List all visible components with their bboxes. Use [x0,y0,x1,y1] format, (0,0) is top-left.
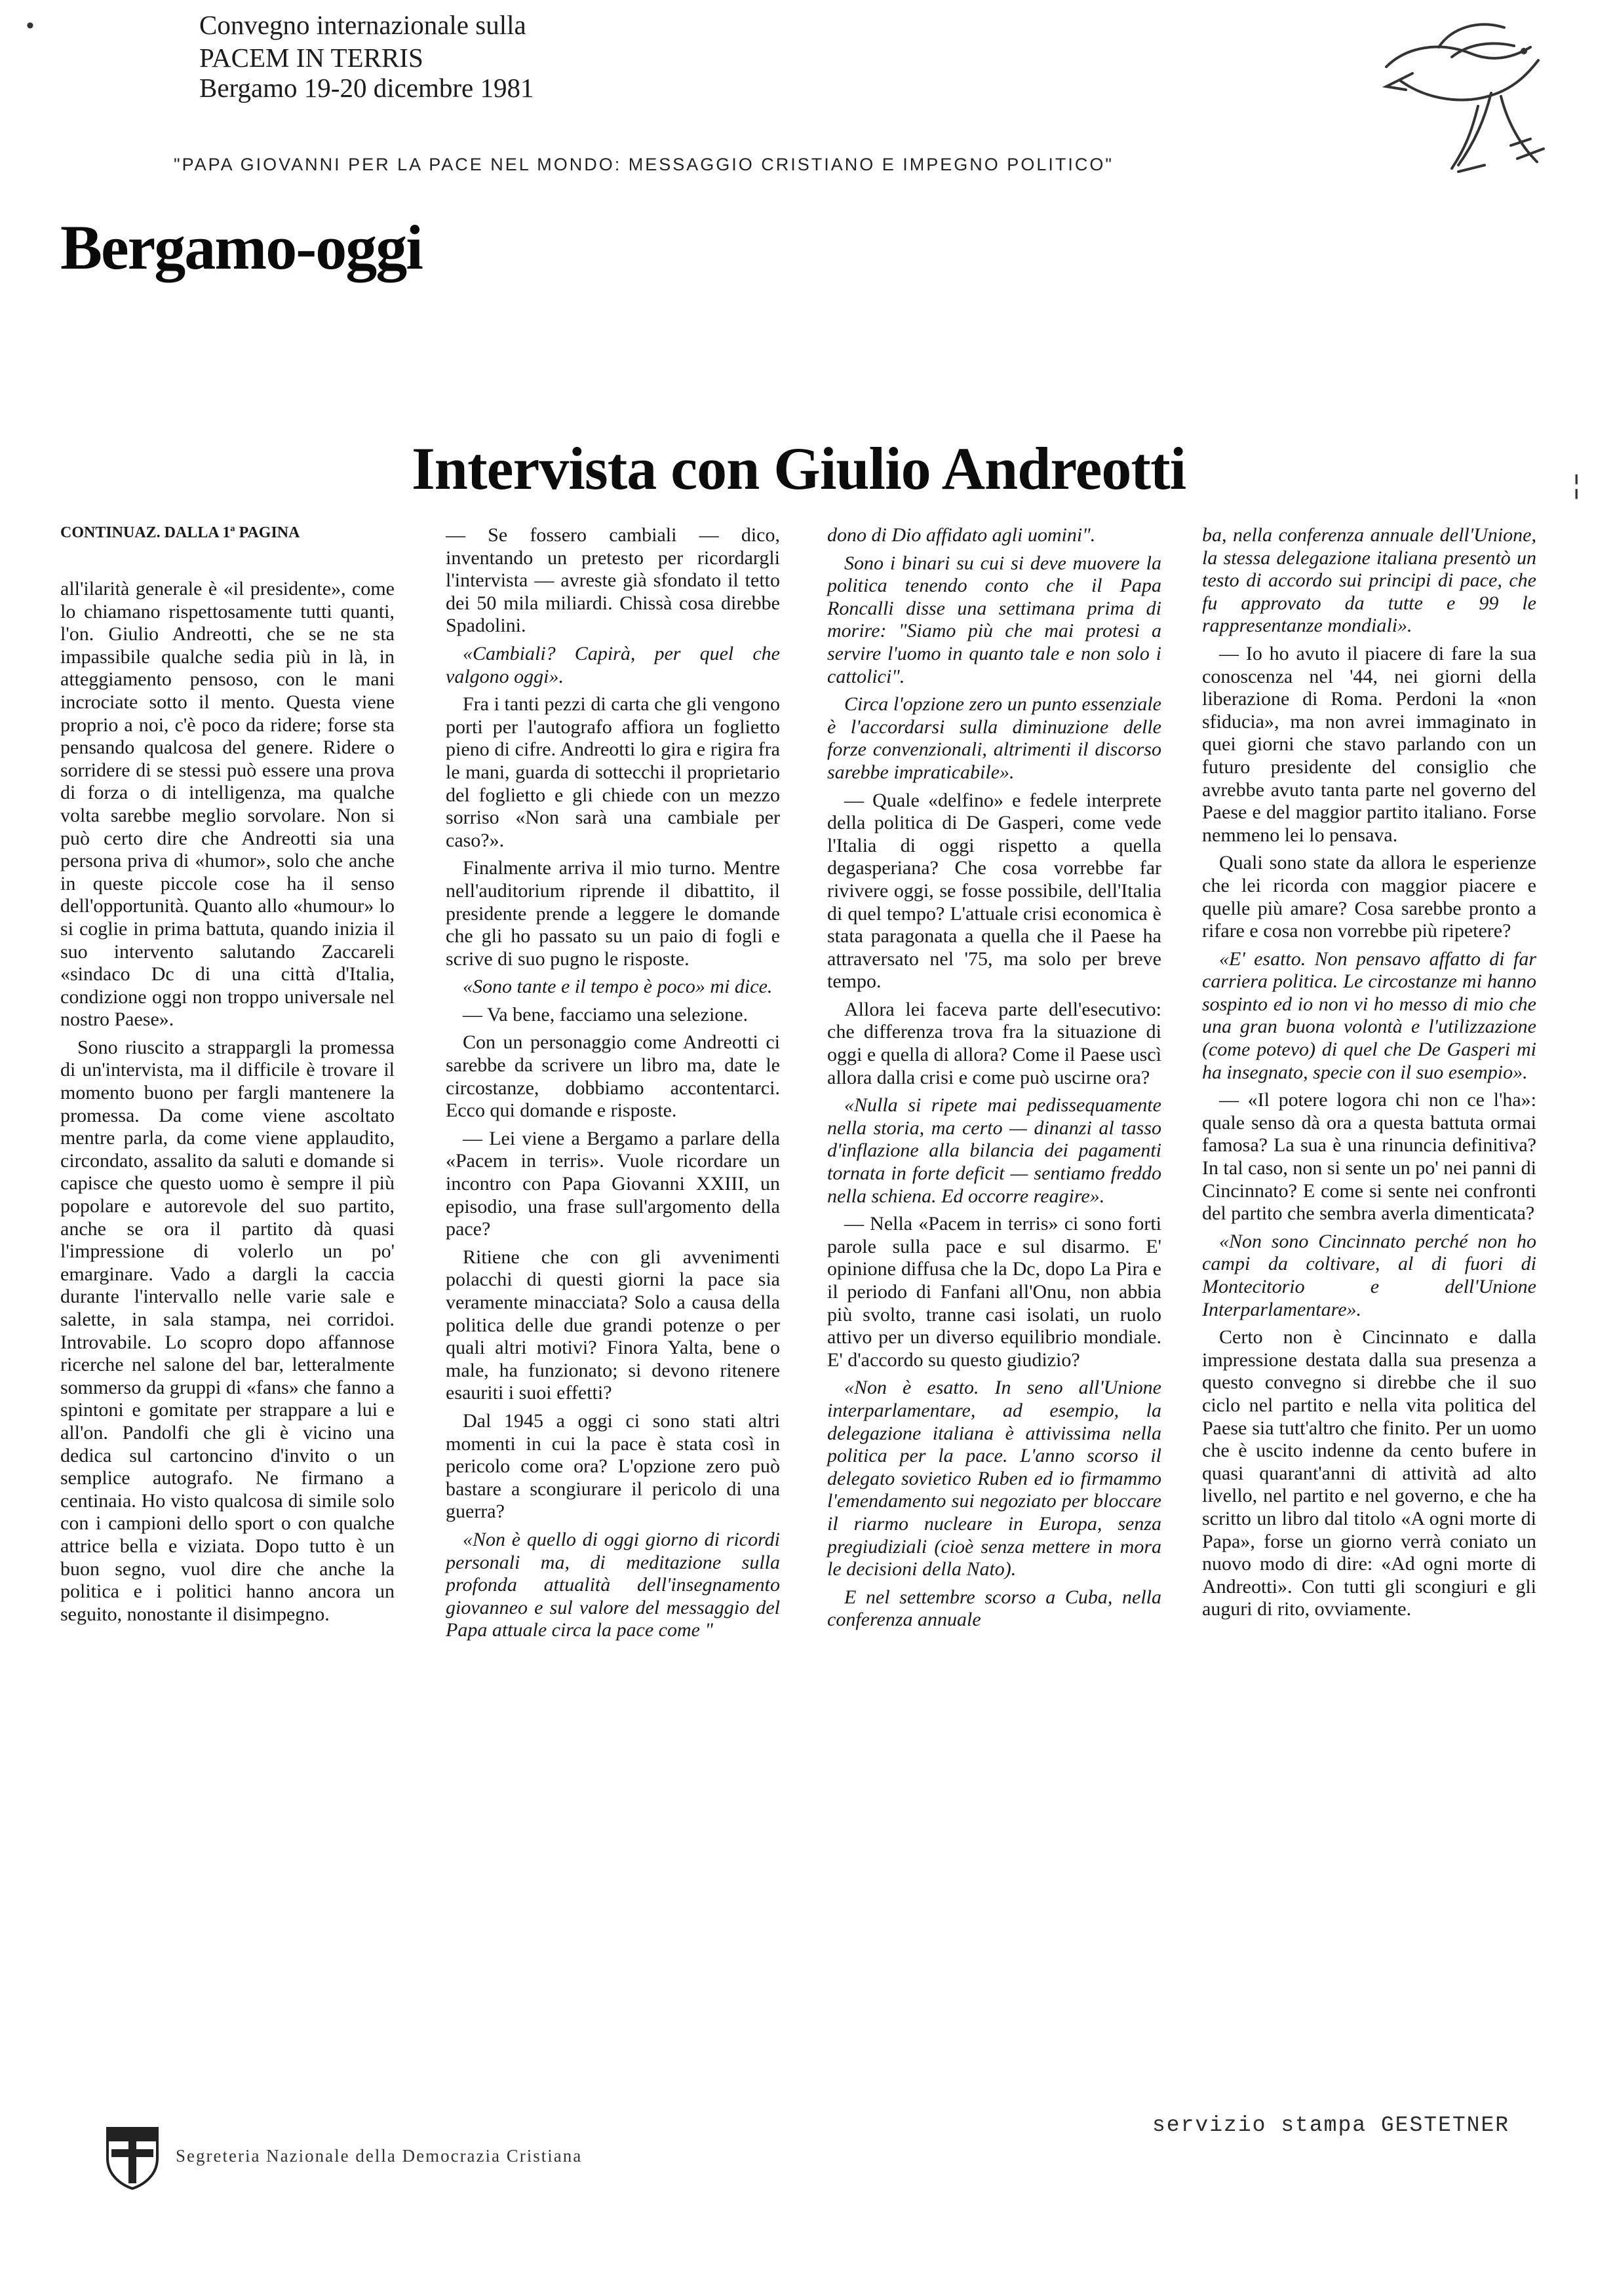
paragraph: Con un personaggio come Andreotti ci sarebbe da scrivere un libro ma, date le circostanze, dobbiamo accontentarci. Ecco qui domande e risposte. [446,1031,780,1122]
paragraph: — Se fossero cambiali — dico, inventando un pretesto per ricordargli l'intervista — avreste già sfondato il tetto dei 50 mila miliardi. Chissà cosa direbbe Spadolini. [446,524,780,637]
footer-organization: Segreteria Nazionale della Democrazia Cristiana [176,2146,583,2166]
paragraph: «Non sono Cincinnato perché non ho campi da coltivare, al di fuori di Montecitorio e dell'Unione Interparlamentare». [1202,1230,1536,1320]
article-column-3 [827,524,1161,1637]
article-column-4 [1202,524,1536,1626]
scan-mark: ¦ [1573,470,1580,499]
event-date-line: Bergamo 19-20 dicembre 1981 [199,73,534,103]
article-column-1 [60,578,395,1631]
paragraph: E nel settembre scorso a Cuba, nella conferenza annuale [827,1586,1161,1631]
paragraph: dono di Dio affidato agli uomini". [827,524,1096,546]
paragraph: Ritiene che con gli avvenimenti polacchi di questi giorni la pace sia veramente minacciata? Solo a causa della politica delle due grandi potenze o per quali altri motivi? Finora Yalta, bene o male, ha funzionato; si devono ritenere esauriti i suoi effetti? [446,1246,780,1404]
paragraph: Finalmente arriva il mio turno. Mentre nell'auditorium riprende il dibattito, il presidente prende a leggere le domande che gli ho passato su un paio di fogli e scrive di suo pugno le risposte. [446,857,780,970]
paragraph: «Cambiali? Capirà, per quel che valgono oggi». [446,642,780,687]
paragraph: «E' esatto. Non pensavo affatto di far carriera politica. Le circostanze mi hanno sospinto ed io non vi ho messo di mio che una gran buona volontà e l'utilizzazione (come potevo) di quel che De Gasperi mi ha insegnato, specie con il suo esempio». [1202,947,1536,1083]
footer-press-service: servizio stampa GESTETNER [1152,2113,1510,2137]
paragraph: Sono riuscito a strappargli la promessa di un'intervista, ma il difficile è trovare il momento buono per fargli mantenere la promessa. Da come viene ascoltato mentre parla, da come viene applaudito, circondato, assalito da saluti e domande si capisce che questo uomo è sempre il più popolare e autorevole del suo partito, anche se ora il partito dà quasi l'impressione di volerlo un po' emarginare. Vado a dargli la caccia durante l'intervallo nelle varie sale e salette, in sala stampa, nei corridoi. Introvabile. Lo scopro dopo affannose ricerche nel salone del bar, letteralmente sommerso da gruppi di «fans» che fanno a spintoni e gomitate per strappare a lui e all'on. Pandolfi che gli è vicino una dedica sul cartoncino d'invito o un semplice autografo. Ne firmano a centinaia. Ho visto qualcosa di simile solo con i campioni dello sport o con qualche attrice bella e viziata. Dopo tutto è un buon segno, vuol dire che anche la politica e i politici hanno ancora un seguito, nonostante il disimpegno. [60,1036,395,1625]
article-headline: Intervista con Giulio Andreotti [412,435,1186,502]
paragraph: Dal 1945 a oggi ci sono stati altri momenti in cui la pace è stata così in pericolo come ora? L'opzione zero può bastare a scongiurare il pericolo di una guerra? [446,1409,780,1523]
paragraph: «Non è quello di oggi giorno di ricordi personali ma, di meditazione sulla profonda attualità dell'insegnamento giovanneo e sul valore del messaggio del Papa attuale circa la pace come " [446,1528,780,1641]
paragraph: all'ilarità generale è «il presidente», come lo chiamano rispettosamente tutti quanti, l'on. Giulio Andreotti, che se ne sta impassibile qualche sedia più in là, in atteggiamento pensoso, con le mani incrociate sotto il mento. Questa viene proprio a noi, c'è poco da ridere; forse sta pensando qualcosa del genere. Ridere o sorridere di se stessi può essere una prova di forza o di intelligenza, ma qualche volta sarebbe meglio sorvolare. Non si può certo dire che Andreotti sia una persona priva di «humor», solo che anche in queste piccole cose ha il senso dell'opportunità. Quanto allo «humour» lo si coglie in prima battuta, quando inizia il suo intervento salutando Zaccareli «sindaco Dc di una città d'Italia, condizione oggi non troppo universale nel nostro Paese». [60,578,395,1031]
paragraph: Certo non è Cincinnato e dalla impressione destata dalla sua presenza a questo convegno si direbbe che il suo ciclo nel partito e nella vita politica del Paese sia tutt'altro che finito. Per un uomo che è uscito indenne da cento bufere in quasi quarant'anni di attività ad alto livello, nel partito e nel governo, e che ha scritto un libro dal titolo «A ogni morte di Papa», forse un giorno verrà coniato un nuovo modo di dire: «Ad ogni morte di Andreotti». Con tutti gli scongiuri e gli auguri di rito, ovviamente. [1202,1326,1536,1620]
newspaper-name: Bergamo-oggi [60,212,422,282]
paragraph: Quali sono state da allora le esperienze che lei ricorda con maggior piacere e quelle più amare? Cosa sarebbe pronto a rifare e cosa non vorrebbe più ripetere? [1202,852,1536,942]
article-column-2 [446,524,780,1647]
paragraph: ba, nella conferenza annuale dell'Unione, la stessa delegazione italiana presentò un testo di accordo sui principi di pace, che fu approvato da tutte e 99 le rappresentanze mondiali». [1202,524,1536,637]
paragraph: «Nulla si ripete mai pedissequamente nella storia, ma certo — dinanzi al tasso d'inflazione alla bilancia dei pagamenti tornata in forte deficit — sentiamo freddo nella schiena. Ed occorre reagire». [827,1094,1161,1207]
scan-mark: • [26,13,34,38]
party-shield-logo [105,2126,160,2190]
paragraph: — Io ho avuto il piacere di fare la sua conoscenza nel '44, nei giorni della liberazione di Roma. Perdoni la «non sfiducia», ma non avrei immaginato in quei giorni che stavo parlando con un futuro presidente del consiglio che avrebbe avuto tanta parte nel governo del Paese e del maggior partito italiano. Forse nemmeno lei lo pensava. [1202,642,1536,846]
event-subtitle: "PAPA GIOVANNI PER LA PACE NEL MONDO: MESSAGGIO CRISTIANO E IMPEGNO POLITICO" [174,155,1114,174]
paragraph: — «Il potere logora chi non ce l'ha»: quale senso dà ora a questa battuta ormai famosa? La sua è una rinuncia definitiva? In tal caso, non si sente un po' nei panni di Cincinnato? E come si sente nei confronti del partito che sembra averla dimenticata? [1202,1089,1536,1225]
paragraph: Sono i binari su cui si deve muovere la politica tenendo conto che il Papa Roncalli disse una settimana prima di morire: "Siamo più che mai protesi a servire l'uomo in quanto tale e non solo i cattolici". [827,552,1161,687]
dove-icon [1360,8,1557,178]
continuation-label: CONTINUAZ. DALLA 1ª PAGINA [60,524,300,541]
paragraph: — Va bene, facciamo una selezione. [463,1003,749,1025]
paragraph: Allora lei faceva parte dell'esecutivo: che differenza trova fra la situazione di oggi e quella di allora? Come il Paese uscì allora dalla crisi e come può uscirne ora? [827,998,1161,1088]
paragraph: — Quale «delfino» e fedele interprete della politica di De Gasperi, come vede l'Italia di oggi rispetto a quella degasperiana? Che cosa vorrebbe far rivivere oggi, se fosse possibile, dell'Italia di quel tempo? L'attuale crisi economica è stata paragonata a quella che il Paese ha attraversato nel '75, ma solo per breve tempo. [827,789,1161,993]
paragraph: — Nella «Pacem in terris» ci sono forti parole sulla pace e sul disarmo. E' opinione diffusa che la Dc, dopo La Pira e il periodo di Fanfani all'Onu, non abbia più svolto, tranne casi isolati, un ruolo attivo per un diverso equilibrio mondiale. E' d'accordo su questo giudizio? [827,1213,1161,1371]
event-title-line2: PACEM IN TERRIS [199,43,423,73]
paragraph: «Sono tante e il tempo è poco» mi dice. [463,976,773,998]
paragraph: Circa l'opzione zero un punto essenziale è l'accordarsi sulla diminuzione delle forze convenzionali, altrimenti il discorso sarebbe impraticabile». [827,693,1161,783]
paragraph: — Lei viene a Bergamo a parlare della «Pacem in terris». Vuole ricordare un incontro con Papa Giovanni XXIII, un episodio, una frase sull'argomento della pace? [446,1127,780,1240]
paragraph: Fra i tanti pezzi di carta che gli vengono porti per l'autografo affiora un foglietto pieno di cifre. Andreotti lo gira e rigira fra le mani, guarda di sottecchi il proprietario del foglietto e gli chiede con un mezzo sorriso «Non sarà una cambiale per caso?». [446,693,780,851]
event-title-line1: Convegno internazionale sulla [199,10,526,40]
paragraph: «Non è esatto. In seno all'Unione interparlamentare, ad esempio, la delegazione italiana è attivissima nella politica per la pace. L'anno scorso il delegato sovietico Ruben ed io firmammo l'emendamento sui negoziato per bloccare il riarmo nucleare in Europa, senza pregiudiziali (cioè senza mettere in mora le decisioni della Nato). [827,1377,1161,1580]
